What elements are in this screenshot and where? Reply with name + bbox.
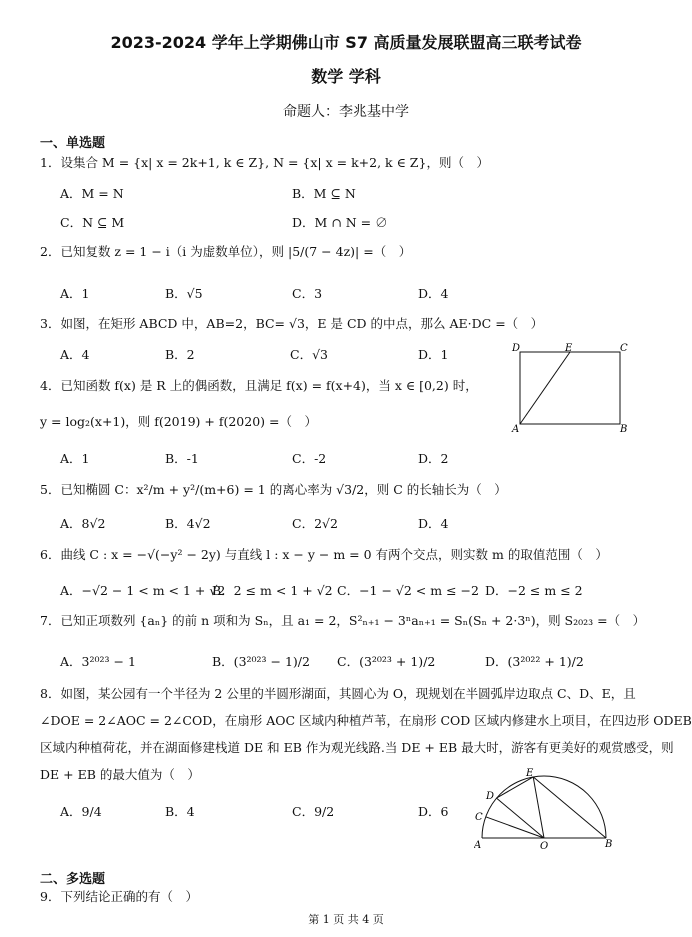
q3-option-d: D．1: [418, 347, 449, 362]
q7-option-d: D．(3²⁰²² + 1)/2: [485, 654, 584, 669]
q6-option-b: B．2 ≤ m < 1 + √2: [212, 583, 333, 598]
q2-stem: 2．已知复数 z = 1 − i（i 为虚数单位），则 |5/(7 − 4z)| =（ ）: [40, 244, 412, 259]
q8-option-a: A．9/4: [60, 804, 102, 819]
author-line: 命题人：李兆基中学: [283, 104, 409, 120]
q6-option-c: C．−1 − √2 < m ≤ −2: [337, 583, 479, 598]
q8-label-d: D: [486, 791, 495, 802]
section-multi-choice: 二、多选题: [40, 872, 106, 887]
q8-option-c: C．9/2: [292, 804, 335, 819]
q8-line1: 8．如图，某公园有一个半径为 2 公里的半圆形湖面，其圆心为 O，现规划在半圆弧岸边取点 C、D、E，且: [40, 686, 636, 701]
q2-option-a: A．1: [60, 286, 90, 301]
q5-stem: 5．已知椭圆 C：x²/m + y²/(m+6) = 1 的离心率为 √3/2，则 C 的长轴长为（ ）: [40, 482, 507, 497]
section-single-choice: 一、单选题: [40, 136, 106, 151]
q8-line3: 区域内种植荷花，并在湖面修建栈道 DE 和 EB 作为观光线路.当 DE + EB 最大时，游客有更美好的观赏感受，则: [40, 740, 674, 755]
q8-semicircle-figure: [474, 768, 614, 850]
q1-option-d: D．M ∩ N = ∅: [292, 215, 388, 230]
q8-label-b: B: [605, 839, 613, 850]
q1-option-b: B．M ⊆ N: [292, 186, 356, 201]
q5-option-b: B．4√2: [165, 516, 211, 531]
q8-label-o: O: [540, 841, 549, 850]
q3-rectangle-figure: [508, 342, 633, 434]
q3-label-b: B: [620, 424, 628, 434]
q3-label-a: A: [512, 424, 520, 434]
q2-option-d: D．4: [418, 286, 449, 301]
q3-option-c: C．√3: [290, 347, 328, 362]
q4-option-a: A．1: [60, 451, 90, 466]
q3-label-c: C: [620, 343, 628, 354]
q8-label-c: C: [475, 812, 483, 823]
subject-title: 数学 学科: [311, 67, 381, 86]
q3-stem: 3．如图，在矩形 ABCD 中，AB=2，BC= √3，E 是 CD 的中点，那么 AE·DC =（ ）: [40, 316, 544, 331]
q5-option-a: A．8√2: [60, 516, 106, 531]
q1-option-c: C．N ⊆ M: [60, 215, 125, 230]
q8-label-a: A: [474, 840, 482, 850]
q1-stem: 1．设集合 M = {x| x = 2k+1, k ∈ Z}, N = {x| x = k+2, k ∈ Z}，则（ ）: [40, 155, 489, 170]
q8-line2: ∠DOE = 2∠AOC = 2∠COD，在扇形 AOC 区域内种植芦苇，在扇形 COD 区域内修建水上项目，在四边形 ODEB: [40, 713, 692, 728]
q5-option-d: D．4: [418, 516, 449, 531]
q7-stem: 7．已知正项数列 {aₙ} 的前 n 项和为 Sₙ，且 a₁ = 2，S²ₙ₊₁ − 3ⁿaₙ₊₁ = Sₙ(Sₙ + 2·3ⁿ)，则 S₂₀₂₃ =（ ）: [40, 613, 646, 628]
page-footer: 第 1 页 共 4 页: [308, 913, 384, 926]
q7-option-b: B．(3²⁰²³ − 1)/2: [212, 654, 310, 669]
q1-option-a: A．M = N: [60, 186, 124, 201]
q8-line4: DE + EB 的最大值为（ ）: [40, 767, 200, 782]
q3-label-e: E: [565, 343, 573, 354]
exam-title: 2023-2024 学年上学期佛山市 S7 高质量发展联盟高三联考试卷: [110, 33, 582, 52]
q8-label-e: E: [526, 768, 534, 779]
q3-option-a: A．4: [60, 347, 90, 362]
q8-option-b: B．4: [165, 804, 195, 819]
q9-stem: 9．下列结论正确的有（ ）: [40, 889, 198, 904]
q2-option-b: B．√5: [165, 286, 203, 301]
q4-option-d: D．2: [418, 451, 449, 466]
q3-label-d: D: [512, 343, 521, 354]
q2-option-c: C．3: [292, 286, 323, 301]
q8-option-d: D．6: [418, 804, 449, 819]
q4-option-c: C．-2: [292, 451, 327, 466]
q7-option-a: A．3²⁰²³ − 1: [60, 654, 136, 669]
q3-option-b: B．2: [165, 347, 195, 362]
q6-option-d: D．−2 ≤ m ≤ 2: [485, 583, 583, 598]
q4-option-b: B．-1: [165, 451, 199, 466]
q4-stem-line2: y = log₂(x+1)，则 f(2019) + f(2020) =（ ）: [40, 414, 317, 429]
q7-option-c: C．(3²⁰²³ + 1)/2: [337, 654, 436, 669]
q6-option-a: A．−√2 − 1 < m < 1 + √2: [60, 583, 226, 598]
q5-option-c: C．2√2: [292, 516, 338, 531]
q6-stem: 6．曲线 C : x = −√(−y² − 2y) 与直线 l : x − y − m = 0 有两个交点，则实数 m 的取值范围（ ）: [40, 547, 608, 562]
q4-stem-line1: 4．已知函数 f(x) 是 R 上的偶函数，且满足 f(x) = f(x+4)，当 x ∈ [0,2) 时，: [40, 378, 478, 393]
